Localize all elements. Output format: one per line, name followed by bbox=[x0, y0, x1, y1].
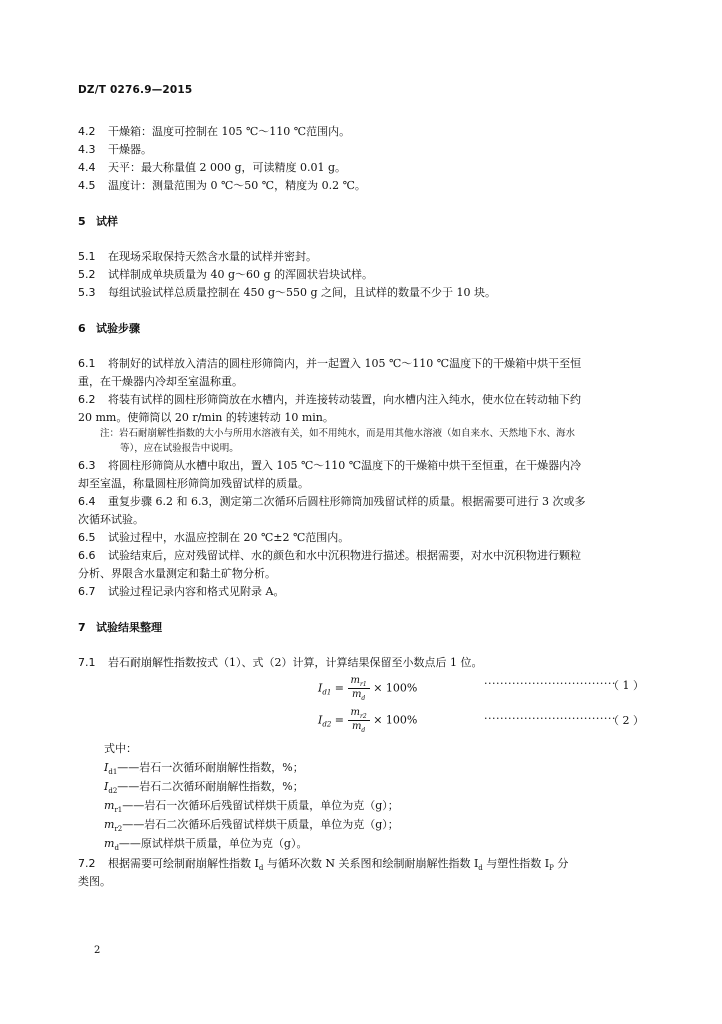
section-number: 5 bbox=[78, 215, 86, 228]
item-6-5 bbox=[78, 529, 349, 545]
item-text: 重复步骤 6.2 和 6.3，测定第二次循环后圆柱形筛筒加残留试样的质量。根据需要可进行 3 次或多 bbox=[108, 495, 586, 508]
standard-code-header: DZ/T 0276.9—2015 bbox=[78, 84, 193, 96]
definition-row bbox=[104, 816, 399, 833]
item-number: 6.4 bbox=[78, 495, 96, 508]
item-text: 干燥箱：温度可控制在 105 ℃～110 ℃范围内。 bbox=[108, 125, 351, 138]
def-symbol: m bbox=[104, 799, 115, 812]
section-6-heading bbox=[78, 320, 140, 336]
section-5-heading bbox=[78, 213, 118, 229]
item-sub-a: d bbox=[258, 864, 264, 873]
equation-1-leader-dots: ································· bbox=[484, 677, 616, 690]
section-title: 试样 bbox=[96, 215, 118, 228]
item-6-6-line1 bbox=[78, 547, 581, 563]
item-text: 将制好的试样放入清洁的圆柱形筛筒内，并一起置入 105 ℃～110 ℃温度下的干燥箱中烘干至恒 bbox=[108, 357, 582, 370]
eq-denominator: m bbox=[351, 721, 362, 732]
eq-equals: = bbox=[334, 681, 345, 695]
equation-1 bbox=[318, 675, 417, 702]
item-7-2-line1 bbox=[78, 855, 568, 872]
item-text: 温度计：测量范围为 0 ℃～50 ℃，精度为 0.2 ℃。 bbox=[108, 179, 366, 192]
item-text-d: 分 bbox=[553, 857, 569, 870]
item-sub-b: d bbox=[478, 864, 483, 873]
eq-numerator-sub: r1 bbox=[360, 681, 367, 688]
item-4-4 bbox=[78, 159, 346, 175]
item-6-7 bbox=[78, 583, 284, 599]
where-label: 式中： bbox=[104, 742, 137, 755]
section-7-heading bbox=[78, 619, 162, 635]
item-7-2-line2: 类图。 bbox=[78, 875, 111, 888]
item-text: 试验过程记录内容和格式见附录 A。 bbox=[108, 585, 285, 598]
item-text-a: 根据需要可绘制耐崩解性指数 I bbox=[108, 857, 259, 870]
def-symbol-sub: d bbox=[114, 844, 119, 853]
eq-equals: = bbox=[334, 713, 345, 727]
item-number: 6.7 bbox=[78, 585, 96, 598]
item-text: 岩石耐崩解性指数按式（1）、式（2）计算，计算结果保留至小数点后 1 位。 bbox=[108, 656, 483, 669]
item-number: 6.5 bbox=[78, 531, 96, 544]
section-number: 7 bbox=[78, 621, 86, 634]
def-symbol-sub: r1 bbox=[114, 806, 123, 815]
item-number: 5.2 bbox=[78, 268, 96, 281]
eq-lhs-sub: d1 bbox=[322, 688, 332, 697]
eq-denominator-sub: d bbox=[361, 727, 366, 734]
page-number: 2 bbox=[94, 945, 101, 956]
def-symbol: m bbox=[104, 837, 115, 850]
equation-2-leader-dots: ································· bbox=[484, 712, 616, 725]
eq-lhs: I bbox=[318, 713, 323, 727]
def-symbol-sub: d1 bbox=[108, 768, 118, 777]
def-text: ——岩石一次循环耐崩解性指数，%； bbox=[117, 761, 304, 774]
eq-times-percent: × 100% bbox=[373, 681, 418, 695]
def-text: ——岩石二次循环耐崩解性指数，%； bbox=[117, 780, 304, 793]
item-sub-c: P bbox=[549, 864, 554, 873]
item-4-3 bbox=[78, 141, 152, 157]
item-6-2-line2: 20 mm。使筛筒以 20 r/min 的转速转动 10 min。 bbox=[78, 411, 334, 424]
item-text: 天平：最大称量值 2 000 g，可读精度 0.01 g。 bbox=[108, 161, 347, 174]
item-number: 4.4 bbox=[78, 161, 96, 174]
item-4-5 bbox=[78, 177, 366, 193]
item-text: 试样制成单块质量为 40 g～60 g 的浑圆状岩块试样。 bbox=[108, 268, 374, 281]
item-6-1-line2: 重，在干燥器内冷却至室温称重。 bbox=[78, 375, 243, 388]
definition-row bbox=[104, 759, 304, 776]
item-number: 4.2 bbox=[78, 125, 96, 138]
eq-numerator-sub: r2 bbox=[360, 713, 367, 720]
def-symbol: m bbox=[104, 818, 115, 831]
eq-fraction bbox=[348, 707, 370, 734]
item-5-3 bbox=[78, 284, 496, 300]
def-symbol: I bbox=[104, 761, 109, 774]
definition-row bbox=[104, 797, 399, 814]
item-text: 试验过程中，水温应控制在 20 ℃±2 ℃范围内。 bbox=[108, 531, 350, 544]
definition-row bbox=[104, 835, 307, 852]
item-text: 将装有试样的圆柱形筛筒放在水槽内，并连接转动装置，向水槽内注入纯水，使水位在转动轴下约 bbox=[108, 393, 581, 406]
item-6-4-line1 bbox=[78, 493, 585, 509]
item-text: 每组试验试样总质量控制在 450 g～550 g 之间，且试样的数量不少于 10 块。 bbox=[108, 286, 497, 299]
equation-2-label: （ 2 ） bbox=[608, 714, 644, 727]
eq-numerator: m bbox=[350, 707, 360, 718]
def-text: ——岩石一次循环后残留试样烘干质量，单位为克（g）； bbox=[122, 799, 399, 812]
item-number: 6.3 bbox=[78, 459, 96, 472]
eq-denominator: m bbox=[351, 689, 362, 700]
item-6-6-line2: 分析、界限含水量测定和黏土矿物分析。 bbox=[78, 567, 276, 580]
item-7-1 bbox=[78, 654, 483, 670]
item-5-2 bbox=[78, 266, 373, 282]
item-5-1 bbox=[78, 248, 317, 264]
def-symbol: I bbox=[104, 780, 109, 793]
item-text: 试验结束后，应对残留试样、水的颜色和水中沉积物进行描述。根据需要，对水中沉积物进行颗粒 bbox=[108, 549, 581, 562]
def-symbol-sub: d2 bbox=[108, 787, 118, 796]
eq-denominator-sub: d bbox=[361, 695, 366, 702]
definition-row bbox=[104, 778, 304, 795]
item-number: 4.3 bbox=[78, 143, 96, 156]
item-text: 在现场采取保持天然含水量的试样并密封。 bbox=[108, 250, 317, 263]
eq-lhs-sub: d2 bbox=[322, 720, 332, 729]
item-text: 干燥器。 bbox=[108, 143, 152, 156]
item-number: 6.6 bbox=[78, 549, 96, 562]
item-text-c: 与塑性指数 I bbox=[482, 857, 550, 870]
note-line1: 注：岩石耐崩解性指数的大小与所用水溶液有关，如不用纯水，而是用其他水溶液（如自来水、天然地下水、海水 bbox=[100, 428, 576, 439]
def-text: ——岩石二次循环后残留试样烘干质量，单位为克（g）； bbox=[122, 818, 399, 831]
item-number: 7.1 bbox=[78, 656, 96, 669]
item-number: 5.3 bbox=[78, 286, 96, 299]
item-text: 将圆柱形筛筒从水槽中取出，置入 105 ℃～110 ℃温度下的干燥箱中烘干至恒重，在干燥器内冷 bbox=[108, 459, 582, 472]
def-symbol-sub: r2 bbox=[114, 825, 123, 834]
eq-lhs: I bbox=[318, 681, 323, 695]
eq-fraction bbox=[348, 675, 370, 702]
section-title: 试验结果整理 bbox=[96, 621, 162, 634]
eq-numerator: m bbox=[350, 675, 360, 686]
item-4-2 bbox=[78, 123, 350, 139]
def-text: ——原试样烘干质量，单位为克（g）。 bbox=[118, 837, 308, 850]
item-number: 4.5 bbox=[78, 179, 96, 192]
eq-times-percent: × 100% bbox=[373, 713, 418, 727]
item-6-3-line1 bbox=[78, 457, 581, 473]
equation-1-label: （ 1 ） bbox=[608, 679, 644, 692]
section-title: 试验步骤 bbox=[96, 322, 140, 335]
item-number: 6.1 bbox=[78, 357, 96, 370]
equation-2 bbox=[318, 707, 417, 734]
item-text-b: 与循环次数 N 关系图和绘制耐崩解性指数 I bbox=[263, 857, 479, 870]
note-line2: 等），应在试验报告中说明。 bbox=[120, 443, 239, 454]
item-number: 7.2 bbox=[78, 857, 96, 870]
item-number: 5.1 bbox=[78, 250, 96, 263]
item-number: 6.2 bbox=[78, 393, 96, 406]
item-6-2-line1 bbox=[78, 391, 581, 407]
item-6-4-line2: 次循环试验。 bbox=[78, 513, 144, 526]
item-6-3-line2: 却至室温，称量圆柱形筛筒加残留试样的质量。 bbox=[78, 477, 309, 490]
section-number: 6 bbox=[78, 322, 86, 335]
item-6-1-line1 bbox=[78, 355, 581, 371]
